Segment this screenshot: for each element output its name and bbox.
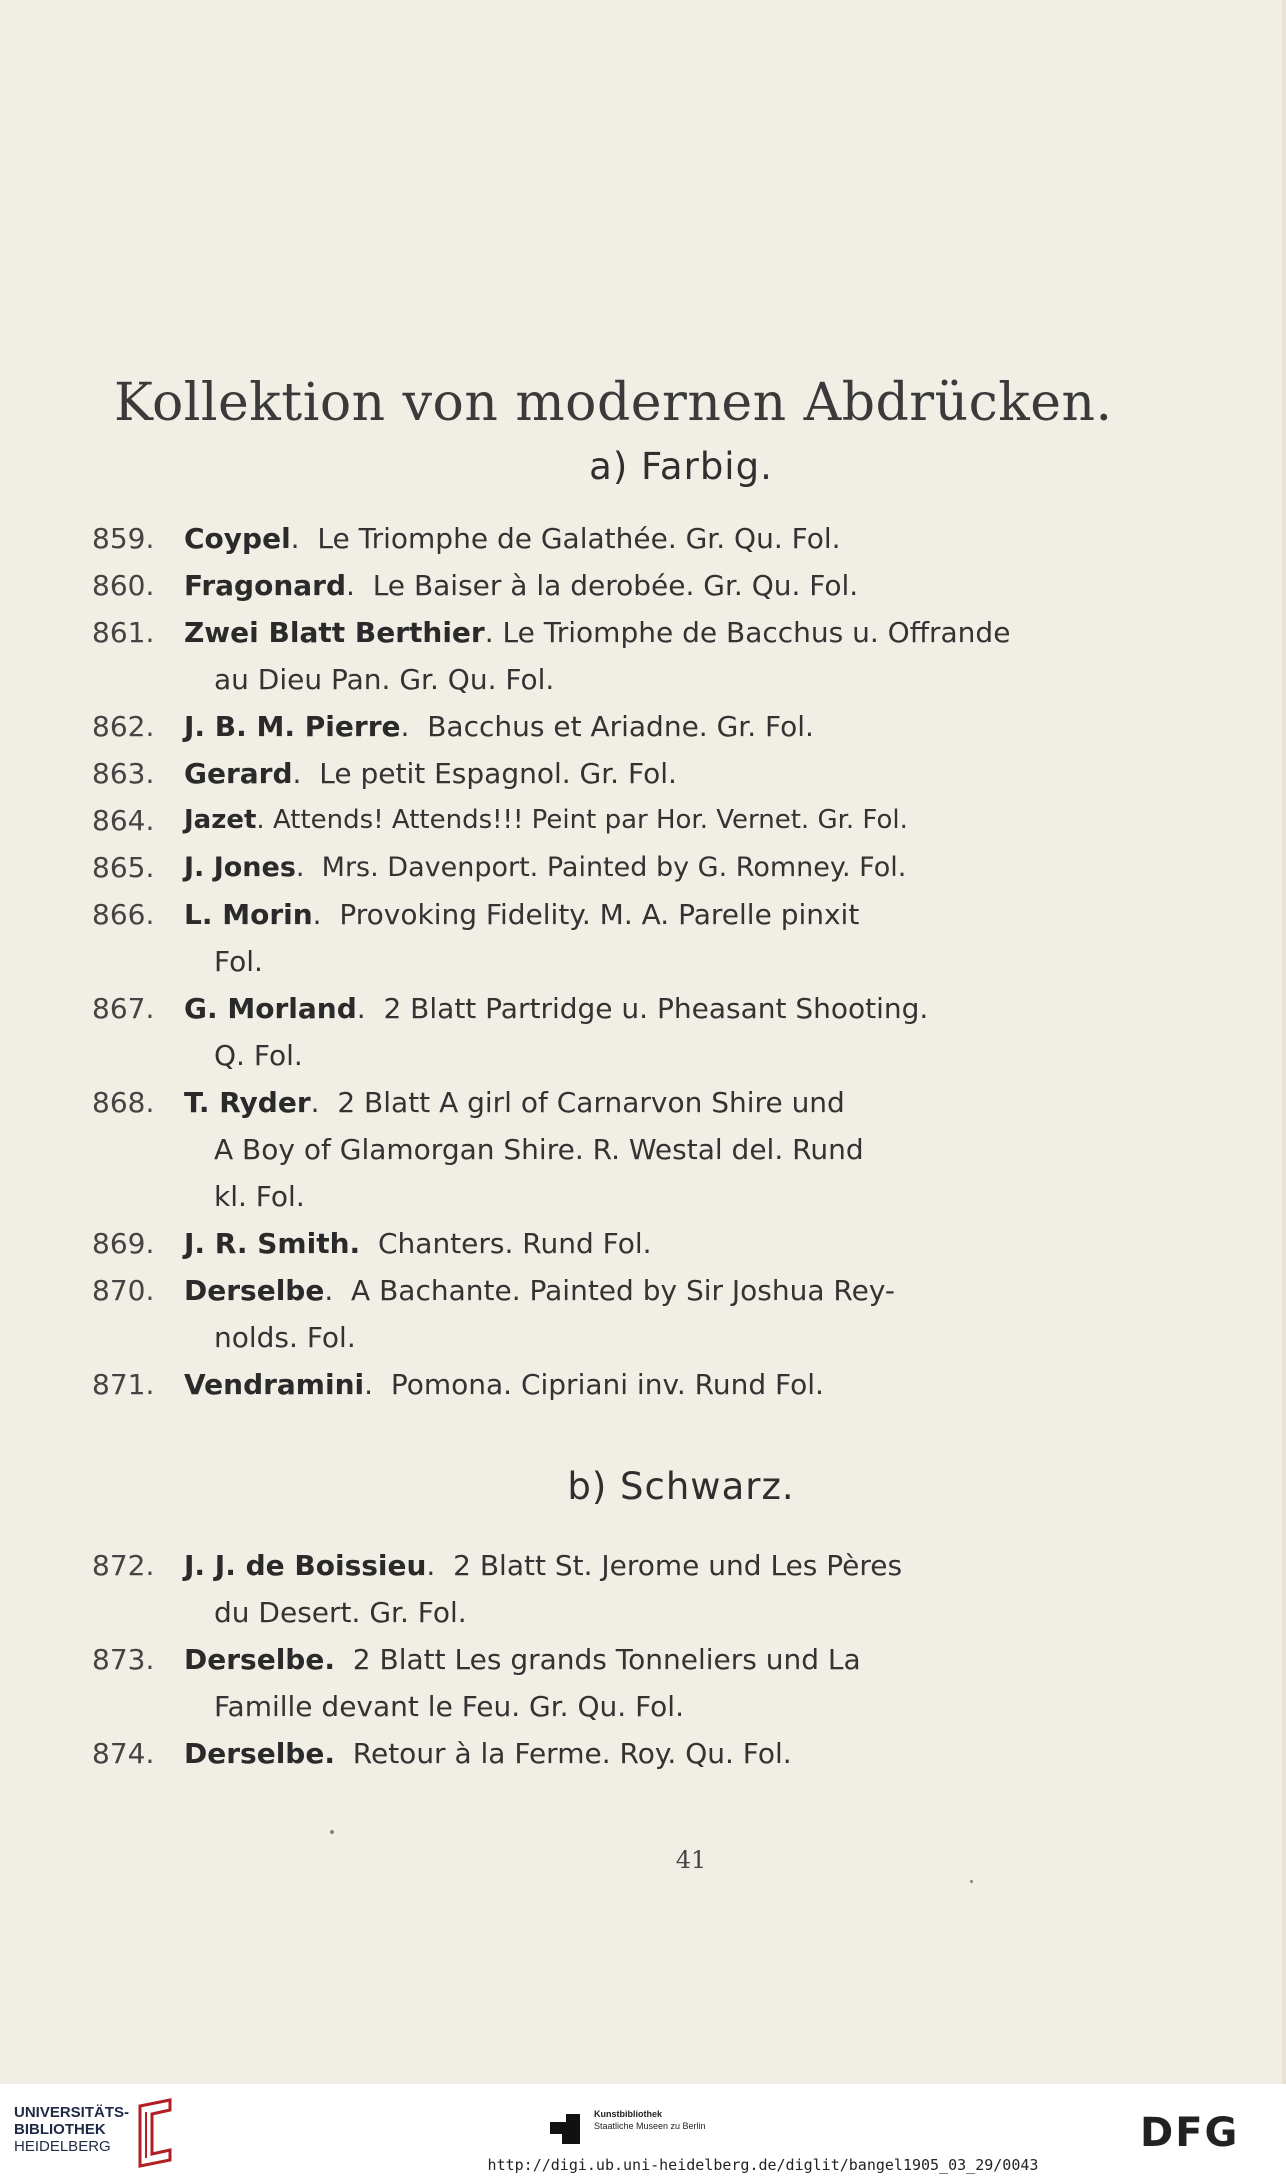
artist-name: J. J. de Boissieu <box>184 1549 427 1582</box>
page-number: 41 <box>675 1846 707 1874</box>
list-item: 865. J. Jones. Mrs. Davenport. Painted by G. Romney. Fol. <box>92 844 982 891</box>
list-item: 863. Gerard. Le petit Espagnol. Gr. Fol. <box>92 750 982 797</box>
entry-number: 859. <box>92 522 155 555</box>
list-item: 864. Jazet. Attends! Attends!!! Peint par Hor. Vernet. Gr. Fol. <box>92 797 982 844</box>
entry-number: 873. <box>92 1643 155 1676</box>
artist-name: J. R. Smith. <box>184 1227 361 1260</box>
artist-name: Jazet <box>184 805 257 835</box>
list-item: 868. T. Ryder. 2 Blatt A girl of Carnarvon Shire und A Boy of Glamorgan Shire. R. Westal del. Rund kl. Fol. <box>92 1079 982 1220</box>
artist-name: Derselbe <box>184 1274 325 1307</box>
artist-name: L. Morin <box>184 898 313 931</box>
artist-name: J. Jones <box>184 852 296 883</box>
digitization-footer <box>0 2084 1286 2179</box>
kunstbibliothek-text <box>594 2108 794 2132</box>
section-heading-farbig: a) Farbig. <box>589 445 773 488</box>
entry-text: Fol. <box>214 945 263 978</box>
entry-text: Le Baiser à la derobée. Gr. Qu. Fol. <box>372 569 859 602</box>
source-url[interactable]: http://digi.ub.uni-heidelberg.de/diglit/bangel1905_03_29/0043 <box>487 2156 1039 2174</box>
artist-name: Derselbe. <box>184 1643 335 1676</box>
artist-name: G. Morland <box>184 992 357 1025</box>
list-item: 860. Fragonard. Le Baiser à la derobée. Gr. Qu. Fol. <box>92 562 982 609</box>
kb-line: Staatliche Museen zu Berlin <box>594 2121 706 2131</box>
entry-text: Pomona. Cipriani inv. Rund Fol. <box>390 1368 824 1401</box>
list-item: 866. L. Morin. Provoking Fidelity. M. A. Parelle pinxit Fol. <box>92 891 982 985</box>
entry-number: 871. <box>92 1368 155 1401</box>
library-line: HEIDELBERG <box>14 2138 111 2155</box>
entry-text: Bacchus et Ariadne. Gr. Fol. <box>427 710 814 743</box>
entry-number: 860. <box>92 569 155 602</box>
entry-text: au Dieu Pan. Gr. Qu. Fol. <box>214 663 555 696</box>
entry-number: 861. <box>92 616 155 649</box>
entry-number: 867. <box>92 992 155 1025</box>
artist-name: Gerard <box>184 757 293 790</box>
artist-name: T. Ryder <box>184 1086 311 1119</box>
dfg-logo: DFG <box>1140 2110 1240 2156</box>
entry-number: 866. <box>92 898 155 931</box>
entry-text: Q. Fol. <box>214 1039 303 1072</box>
artist-name: Fragonard <box>184 569 346 602</box>
artist-name: J. B. M. Pierre <box>184 710 401 743</box>
entry-number: 869. <box>92 1227 155 1260</box>
entry-text: A Bachante. Painted by Sir Joshua Rey- <box>351 1274 896 1307</box>
entry-text: Provoking Fidelity. M. A. Parelle pinxit <box>339 898 860 931</box>
list-item <box>92 1220 982 1267</box>
entry-text: Chanters. Rund Fol. <box>377 1227 652 1260</box>
entry-text: 2 Blatt Les grands Tonneliers und La <box>352 1643 861 1676</box>
scan-speck <box>330 1830 334 1834</box>
entry-text: kl. Fol. <box>214 1180 305 1213</box>
entry-text: 2 Blatt A girl of Carnarvon Shire und <box>337 1086 845 1119</box>
entry-text: 2 Blatt Partridge u. Pheasant Shooting. <box>383 992 929 1025</box>
library-line: BIBLIOTHEK <box>14 2121 106 2138</box>
entry-text: du Desert. Gr. Fol. <box>214 1596 467 1629</box>
entry-number: 874. <box>92 1737 155 1770</box>
list-item <box>92 1730 982 1777</box>
list-item: 861. Zwei Blatt Berthier. Le Triomphe de Bacchus u. Offrande au Dieu Pan. Gr. Qu. Fol. <box>92 609 982 703</box>
list-item: 871. Vendramini. Pomona. Cipriani inv. Rund Fol. <box>92 1361 982 1408</box>
entry-text: nolds. Fol. <box>214 1321 356 1354</box>
entry-number: 863. <box>92 757 155 790</box>
entry-number: 864. <box>92 804 155 837</box>
entry-number: 872. <box>92 1549 155 1582</box>
entry-text: A Boy of Glamorgan Shire. R. Westal del. Rund <box>214 1133 864 1166</box>
entry-number: 862. <box>92 710 155 743</box>
artist-name: Coypel <box>184 522 291 555</box>
entry-text: 2 Blatt St. Jerome und Les Pères <box>453 1549 903 1582</box>
entry-text: Attends! Attends!!! Peint par Hor. Vernet. Gr. Fol. <box>272 805 908 835</box>
entry-text: Le Triomphe de Galathée. Gr. Qu. Fol. <box>317 522 841 555</box>
list-item: 870. Derselbe. A Bachante. Painted by Sir Joshua Rey- nolds. Fol. <box>92 1267 982 1361</box>
artist-name: Vendramini <box>184 1368 365 1401</box>
entry-text: Famille devant le Feu. Gr. Qu. Fol. <box>214 1690 684 1723</box>
library-name <box>14 2104 129 2155</box>
library-line: UNIVERSITÄTS- <box>14 2104 130 2121</box>
artist-name: Derselbe. <box>184 1737 335 1770</box>
list-item: 867. G. Morland. 2 Blatt Partridge u. Pheasant Shooting. Q. Fol. <box>92 985 982 1079</box>
kunstbibliothek-logo-icon <box>548 2112 582 2146</box>
list-item: 862. J. B. M. Pierre. Bacchus et Ariadne. Gr. Fol. <box>92 703 982 750</box>
artist-name: Zwei Blatt Berthier <box>184 616 485 649</box>
list-item: 859. Coypel. Le Triomphe de Galathée. Gr. Qu. Fol. <box>92 515 982 562</box>
list-item <box>92 1636 982 1730</box>
list-item: 872. J. J. de Boissieu. 2 Blatt St. Jerome und Les Pères du Desert. Gr. Fol. <box>92 1542 982 1636</box>
entry-text: Mrs. Davenport. Painted by G. Romney. Fol. <box>321 852 907 883</box>
scan-speck <box>970 1880 973 1883</box>
entry-number: 868. <box>92 1086 155 1119</box>
entry-text: Le petit Espagnol. Gr. Fol. <box>319 757 677 790</box>
entry-text: Le Triomphe de Bacchus u. Offrande <box>502 616 1011 649</box>
entry-text: Retour à la Ferme. Roy. Qu. Fol. <box>352 1737 792 1770</box>
page-title: Kollektion von modernen Abdrücken. <box>114 372 1113 433</box>
section-heading-schwarz: b) Schwarz. <box>567 1465 795 1508</box>
kb-line: Kunstbibliothek <box>594 2109 662 2119</box>
entry-number: 865. <box>92 851 155 884</box>
entry-number: 870. <box>92 1274 155 1307</box>
